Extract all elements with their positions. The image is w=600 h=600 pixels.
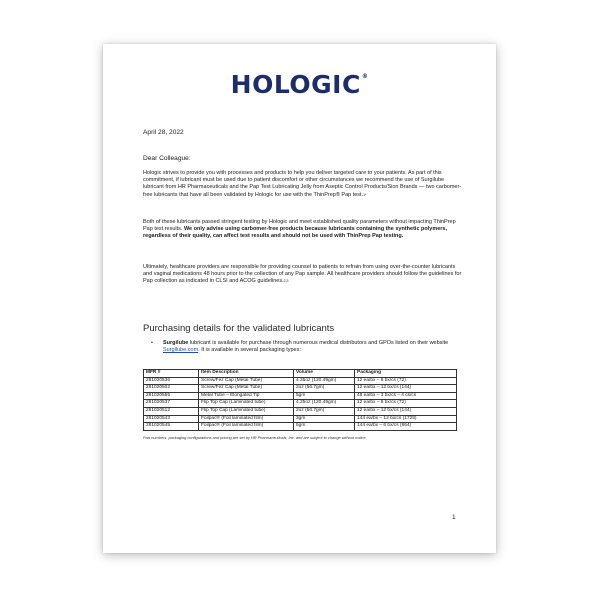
logo-text: HOLOGIC	[230, 70, 361, 99]
salutation: Dear Colleague:	[143, 155, 191, 162]
cell-mfr: 281020502	[144, 385, 199, 393]
bullet-text	[163, 340, 457, 354]
cell-packaging: 48 ea/bx – 3 bx/cs – 4 cs/cs	[355, 392, 457, 400]
table-row	[144, 407, 457, 415]
cell-description: Metal Tube – Elongated Tip	[199, 392, 294, 400]
col-header-mfr: MFR #	[144, 370, 199, 378]
section-heading: Purchasing details for the validated lubricants	[143, 323, 335, 334]
cell-volume: 4.25oz (120.49gm)	[294, 400, 355, 408]
paragraph-testing-emphasis: We only advise using carbomer-free products because lubricants containing the synthetic polymers, regardless of their quality, can affect test results and should not be used with ThinPrep Pap testing.	[143, 226, 448, 240]
cell-volume: 3gm	[294, 415, 355, 423]
table-row	[144, 415, 457, 423]
cell-volume: 5gm	[294, 423, 355, 431]
page-number: 1	[452, 514, 456, 521]
paragraph-testing	[143, 219, 463, 241]
paragraph-testing-text: Both of these lubricants passed stringent testing by Hologic and meet established quality parameters without impacting ThinPrep Pap test results.	[143, 219, 456, 233]
bullet-icon: •	[151, 340, 153, 346]
cell-packaging: 12 ea/bx – 6 bx/cs (72)	[355, 377, 457, 385]
paragraph-intro	[143, 170, 463, 199]
table-row	[144, 392, 457, 400]
registered-mark: ®	[361, 73, 369, 80]
citation-ref: 1*	[363, 192, 367, 197]
cell-volume: 2oz (56.7gm)	[294, 407, 355, 415]
table-row	[144, 400, 457, 408]
cell-volume: 2oz (56.7gm)	[294, 385, 355, 393]
packaging-table	[143, 369, 457, 431]
cell-volume: 5gm	[294, 392, 355, 400]
cell-packaging: 144 ea/bx – 6 bx/cs (864)	[355, 423, 457, 431]
bullet-text-part: . It is available in several packaging types:	[198, 347, 301, 354]
table-footnote: Part numbers, packaging configurations and pricing are set by HR Pharmaceuticals, Inc. and are subject to change without notice.	[143, 435, 367, 440]
cell-description: Foilpac® (Foil laminated film)	[199, 423, 294, 431]
surgilube-link[interactable]: Surgilube.com	[163, 347, 199, 354]
citation-ref: 2,3	[283, 279, 289, 284]
paragraph-guidelines-text: Ultimately, healthcare providers are responsible for providing counsel to patients to refrain from using over-the-counter lubricants and vaginal medications 48 hours prior to the collection of any Pap sample. All healthcare providers should follow the guidelines for Pap collection as indicated in CLSI and ACOG guidelines.	[143, 264, 462, 285]
table-row	[144, 385, 457, 393]
paragraph-guidelines	[143, 264, 463, 286]
cell-mfr: 281020545	[144, 423, 199, 431]
cell-description: Screw/Fez Cap (Metal Tube)	[199, 377, 294, 385]
paragraph-intro-text: Hologic strives to provide you with processes and products to help you deliver targeted care to your patients. As part of this commitment, if lubricant must be used due to patient discomfort or other circumstances we recommend the use of Surgilube lubricant from HR Pharmaceuticals and the Pap Test Lubricating Jelly from Aseptic Control Products/Sion Brands — two carbomer-free lubricants that have all been validated by Hologic for use with the ThinPrep® Pap test.	[143, 170, 462, 198]
cell-description: Foilpac® (Foil laminated film)	[199, 415, 294, 423]
cell-description: Flip Top Cap (Laminated tube)	[199, 407, 294, 415]
hologic-logo	[103, 70, 496, 99]
table-row	[144, 377, 457, 385]
cell-mfr: 281020543	[144, 415, 199, 423]
bullet-text-part: lubricant is available for purchase through numerous medical distributors and GPOs listed on their website	[188, 340, 449, 346]
cell-packaging: 12 ea/bx – 12 bx/cs (144)	[355, 385, 457, 393]
letter-date: April 28, 2022	[143, 129, 184, 136]
cell-description: Flip Top Cap (Laminated tube)	[199, 400, 294, 408]
product-name: Surgilube	[163, 340, 189, 346]
cell-mfr: 281020555	[144, 392, 199, 400]
table-row	[144, 423, 457, 431]
cell-packaging: 12 ea/bx – 6 bx/cs (72)	[355, 400, 457, 408]
cell-packaging: 12 ea/bx – 12 bx/cs (144)	[355, 407, 457, 415]
cell-description: Screw/Fez Cap (Metal Tube)	[199, 385, 294, 393]
cell-mfr: 281020537	[144, 400, 199, 408]
col-header-volume: Volume	[294, 370, 355, 378]
col-header-description: Item Description	[199, 370, 294, 378]
document-page	[103, 44, 496, 553]
bullet-item-surgilube	[151, 340, 457, 354]
cell-volume: 4.25oz (120.49gm)	[294, 377, 355, 385]
table-header-row	[144, 370, 457, 378]
cell-mfr: 281020512	[144, 407, 199, 415]
col-header-packaging: Packaging	[355, 370, 457, 378]
cell-packaging: 144 ea/bx – 12 bx/cs (1728)	[355, 415, 457, 423]
cell-mfr: 281020536	[144, 377, 199, 385]
